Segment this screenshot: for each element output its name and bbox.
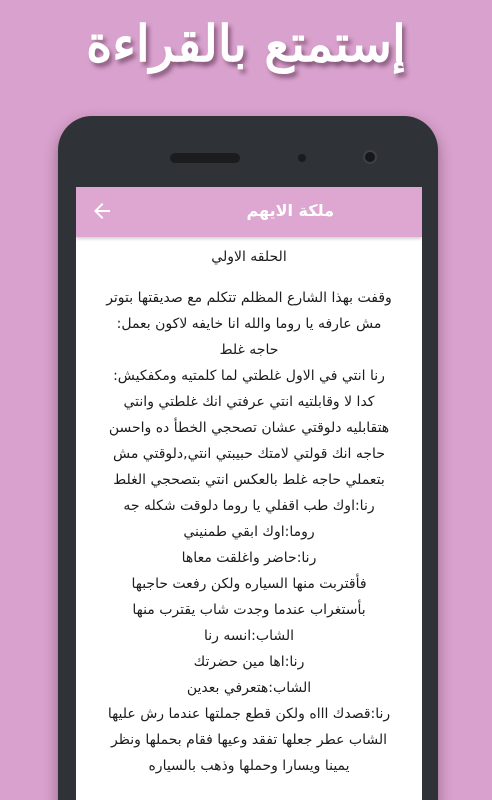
story-line: الشاب عطر جعلها تفقد وعيها فقام بحملها ونظر [111,732,387,748]
story-line: هتقابليه دلوقتي عشان تصحجي الخطأ ده واحسن [108,420,390,436]
story-line: وقفت بهذا الشارع المظلم تتكلم مع صديقتها بتوتر [106,290,392,306]
promo-title: إستمتع بالقراءة [86,14,406,73]
story-line: بتعملي حاجه غلط بالعكس انتي بتصحجي الغلط [113,472,385,488]
story-line: حاجه غلط [219,342,279,358]
story-line: الشاب:هتعرفي بعدين [186,680,312,696]
story-line: بأستغراب عندما وجدت شاب يقترب منها [132,602,366,618]
chapter-title: الحلقه الاولي [211,249,287,265]
story-line: الشاب:انسه رنا [204,628,294,644]
arrow-left-icon [90,199,114,223]
story-line: رنا:قصدك اااه ولكن قطع جملتها عندما رش عليها [107,706,391,722]
phone-screen [76,187,422,800]
story-line: يمينا ويسارا وحملها وذهب بالسياره [148,758,350,774]
story-content[interactable] [76,237,422,779]
back-button[interactable] [90,199,114,223]
story-line: فأقتربت منها السياره ولكن رفعت حاجبها [131,576,367,592]
story-line: كدا لا وقابلتيه انتي عرفتي انك غلطتي وانتي [123,394,375,410]
phone-camera [363,150,377,164]
phone-sensor [298,154,306,162]
story-line: حاجه انك قولتي لامتك حبيبتي انتي,دلوقتي مش [113,446,385,462]
story-line: رنا:اوك طب اقفلي يا روما دلوقت شكله جه [123,498,375,514]
phone-speaker [170,153,240,163]
story-line: رنا:اها مين حضرتك [193,654,305,670]
story-line: روما:اوك ابقي طمنيني [183,524,315,540]
story-line: رنا:حاضر واغلقت معاها [181,550,317,566]
app-bar [76,187,422,237]
story-line: رنا انتي في الاول غلطتي لما كلمتيه ومكفكيش: [113,368,385,384]
app-title: ملكة الايهم [246,201,334,220]
story-line: مش عارفه يا روما والله انا خايفه لاكون بعمل: [116,316,382,332]
